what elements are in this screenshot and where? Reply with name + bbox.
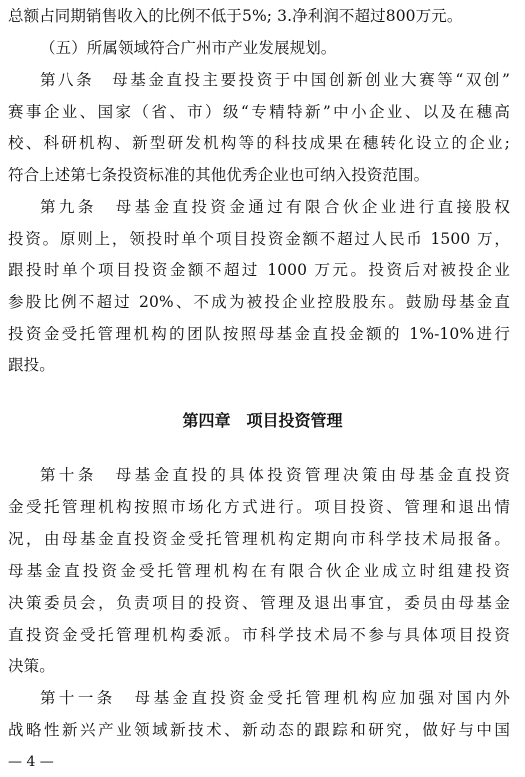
text-line: 金受托管理机构按照市场化方式进行。项目投资、管理和退出情	[8, 498, 510, 516]
text-line: 第九条 母基金直投资金通过有限合伙企业进行直接股权	[40, 198, 510, 216]
text-line: 投资金受托管理机构的团队按照母基金直投金额的 1%-10%进行	[8, 325, 510, 343]
text-line: （五）所属领域符合广州市产业发展规划。	[40, 39, 337, 57]
text-line: 第十条 母基金直投的具体投资管理决策由母基金直投资	[40, 466, 510, 484]
text-line: 参股比例不超过 20%、不成为被投企业控股股东。鼓励母基金直	[8, 293, 510, 311]
page-number: — 4 —	[8, 754, 54, 770]
text-line: 总额占同期销售收入的比例不低于5%; 3.净利润不超过800万元。	[8, 7, 463, 25]
text-line: 跟投时单个项目投资金额不超过 1000 万元。投资后对被投企业	[8, 261, 510, 279]
text-line: 况，由母基金直投资金受托管理机构定期向市科学技术局报备。	[8, 530, 510, 548]
text-line: 决策委员会，负责项目的投资、管理及退出事宜，委员由母基金	[8, 594, 510, 612]
text-line: 投资。原则上，领投时单个项目投资金额不超过人民币 1500 万，	[8, 230, 510, 248]
chapter-heading: 第四章 项目投资管理	[182, 411, 343, 430]
text-line: 战略性新兴产业领域新技术、新动态的跟踪和研究，做好与中国	[8, 721, 510, 739]
text-line: 直投资金受托管理机构委派。市科学技术局不参与具体项目投资	[8, 626, 510, 644]
text-line: 校、科研机构、新型研发机构等的科技成果在穗转化设立的企业;	[8, 134, 510, 152]
text-line: 第八条 母基金直投主要投资于中国创新创业大赛等“双创”	[40, 71, 510, 89]
text-line: 跟投。	[8, 356, 55, 374]
text-line: 决策。	[8, 657, 55, 675]
text-line: 赛事企业、国家（省、市）级“专精特新”中小企业、以及在穗高	[8, 103, 510, 121]
text-line: 符合上述第七条投资标准的其他优秀企业也可纳入投资范围。	[8, 166, 430, 184]
text-line: 母基金直投资金受托管理机构在有限合伙企业成立时组建投资	[8, 562, 510, 580]
text-line: 第十一条 母基金直投资金受托管理机构应加强对国内外	[40, 689, 510, 707]
